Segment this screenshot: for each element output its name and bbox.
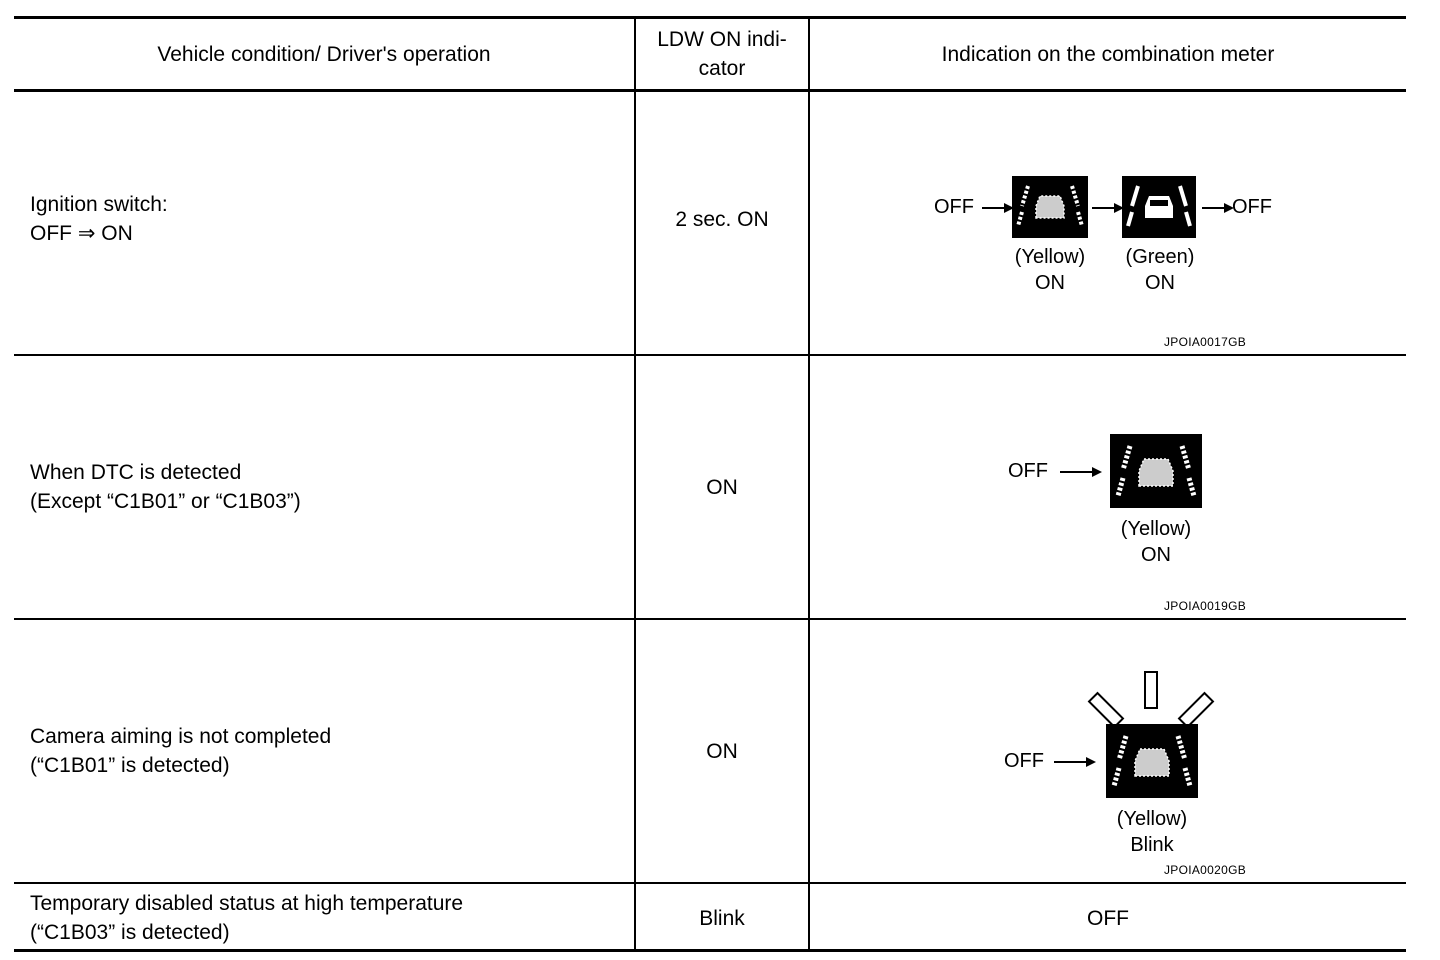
column-divider [808, 19, 810, 949]
row-indicator: 2 sec. ON [675, 207, 769, 231]
ldw-indicator-icon [1106, 724, 1198, 798]
row-condition: Ignition switch: OFF ⇒ ON [30, 193, 168, 245]
table-row [14, 882, 1406, 952]
arrow-right-icon [1092, 202, 1126, 214]
arrow-right-icon [1202, 202, 1236, 214]
row-indicator: ON [706, 739, 738, 763]
state-label-yellow: (Yellow) Blink [1116, 808, 1188, 856]
row-condition: Temporary disabled status at high temperature (“C1B03” is detected) [30, 892, 464, 944]
row-meter-cell [810, 356, 1406, 618]
header-indicator: LDW ON indi- cator [657, 28, 787, 80]
table-row [14, 618, 1406, 882]
row-meter-cell [810, 92, 1406, 354]
state-label-yellow: (Yellow) ON [1014, 246, 1086, 294]
table-row [14, 354, 1406, 618]
figure-code: JPOIA0020GB [1164, 863, 1247, 877]
off-label-left: OFF [1004, 750, 1044, 772]
ldw-indicator-icon [1110, 434, 1202, 508]
row-meter-text: OFF [1087, 906, 1129, 930]
arrow-right-icon [982, 202, 1016, 214]
state-label-yellow: (Yellow) ON [1120, 518, 1192, 566]
off-label-left: OFF [934, 196, 974, 218]
ldw-indicator-icon [1122, 176, 1196, 238]
state-label-green: (Green) ON [1125, 246, 1195, 294]
arrow-right-icon [1060, 466, 1104, 478]
row-condition: When DTC is detected (Except “C1B01” or “C1B03”) [30, 461, 301, 513]
figure-code: JPOIA0019GB [1164, 599, 1247, 613]
ldw-indicator-icon [1012, 176, 1088, 238]
row-meter-cell [810, 620, 1406, 882]
row-indicator: Blink [699, 906, 745, 930]
off-label-right: OFF [1232, 196, 1272, 218]
ldw-indicator-table [14, 16, 1406, 952]
table-header-row [14, 19, 1406, 89]
row-indicator: ON [706, 475, 738, 499]
row-condition: Camera aiming is not completed (“C1B01” is detected) [30, 725, 332, 777]
table-row [14, 89, 1406, 354]
header-meter: Indication on the combination meter [941, 42, 1275, 66]
figure-code: JPOIA0017GB [1164, 335, 1247, 349]
blink-rays-icon [1096, 670, 1216, 720]
header-condition: Vehicle condition/ Driver's operation [157, 42, 491, 66]
column-divider [634, 19, 636, 949]
off-label-left: OFF [1008, 460, 1048, 482]
arrow-right-icon [1054, 756, 1098, 768]
